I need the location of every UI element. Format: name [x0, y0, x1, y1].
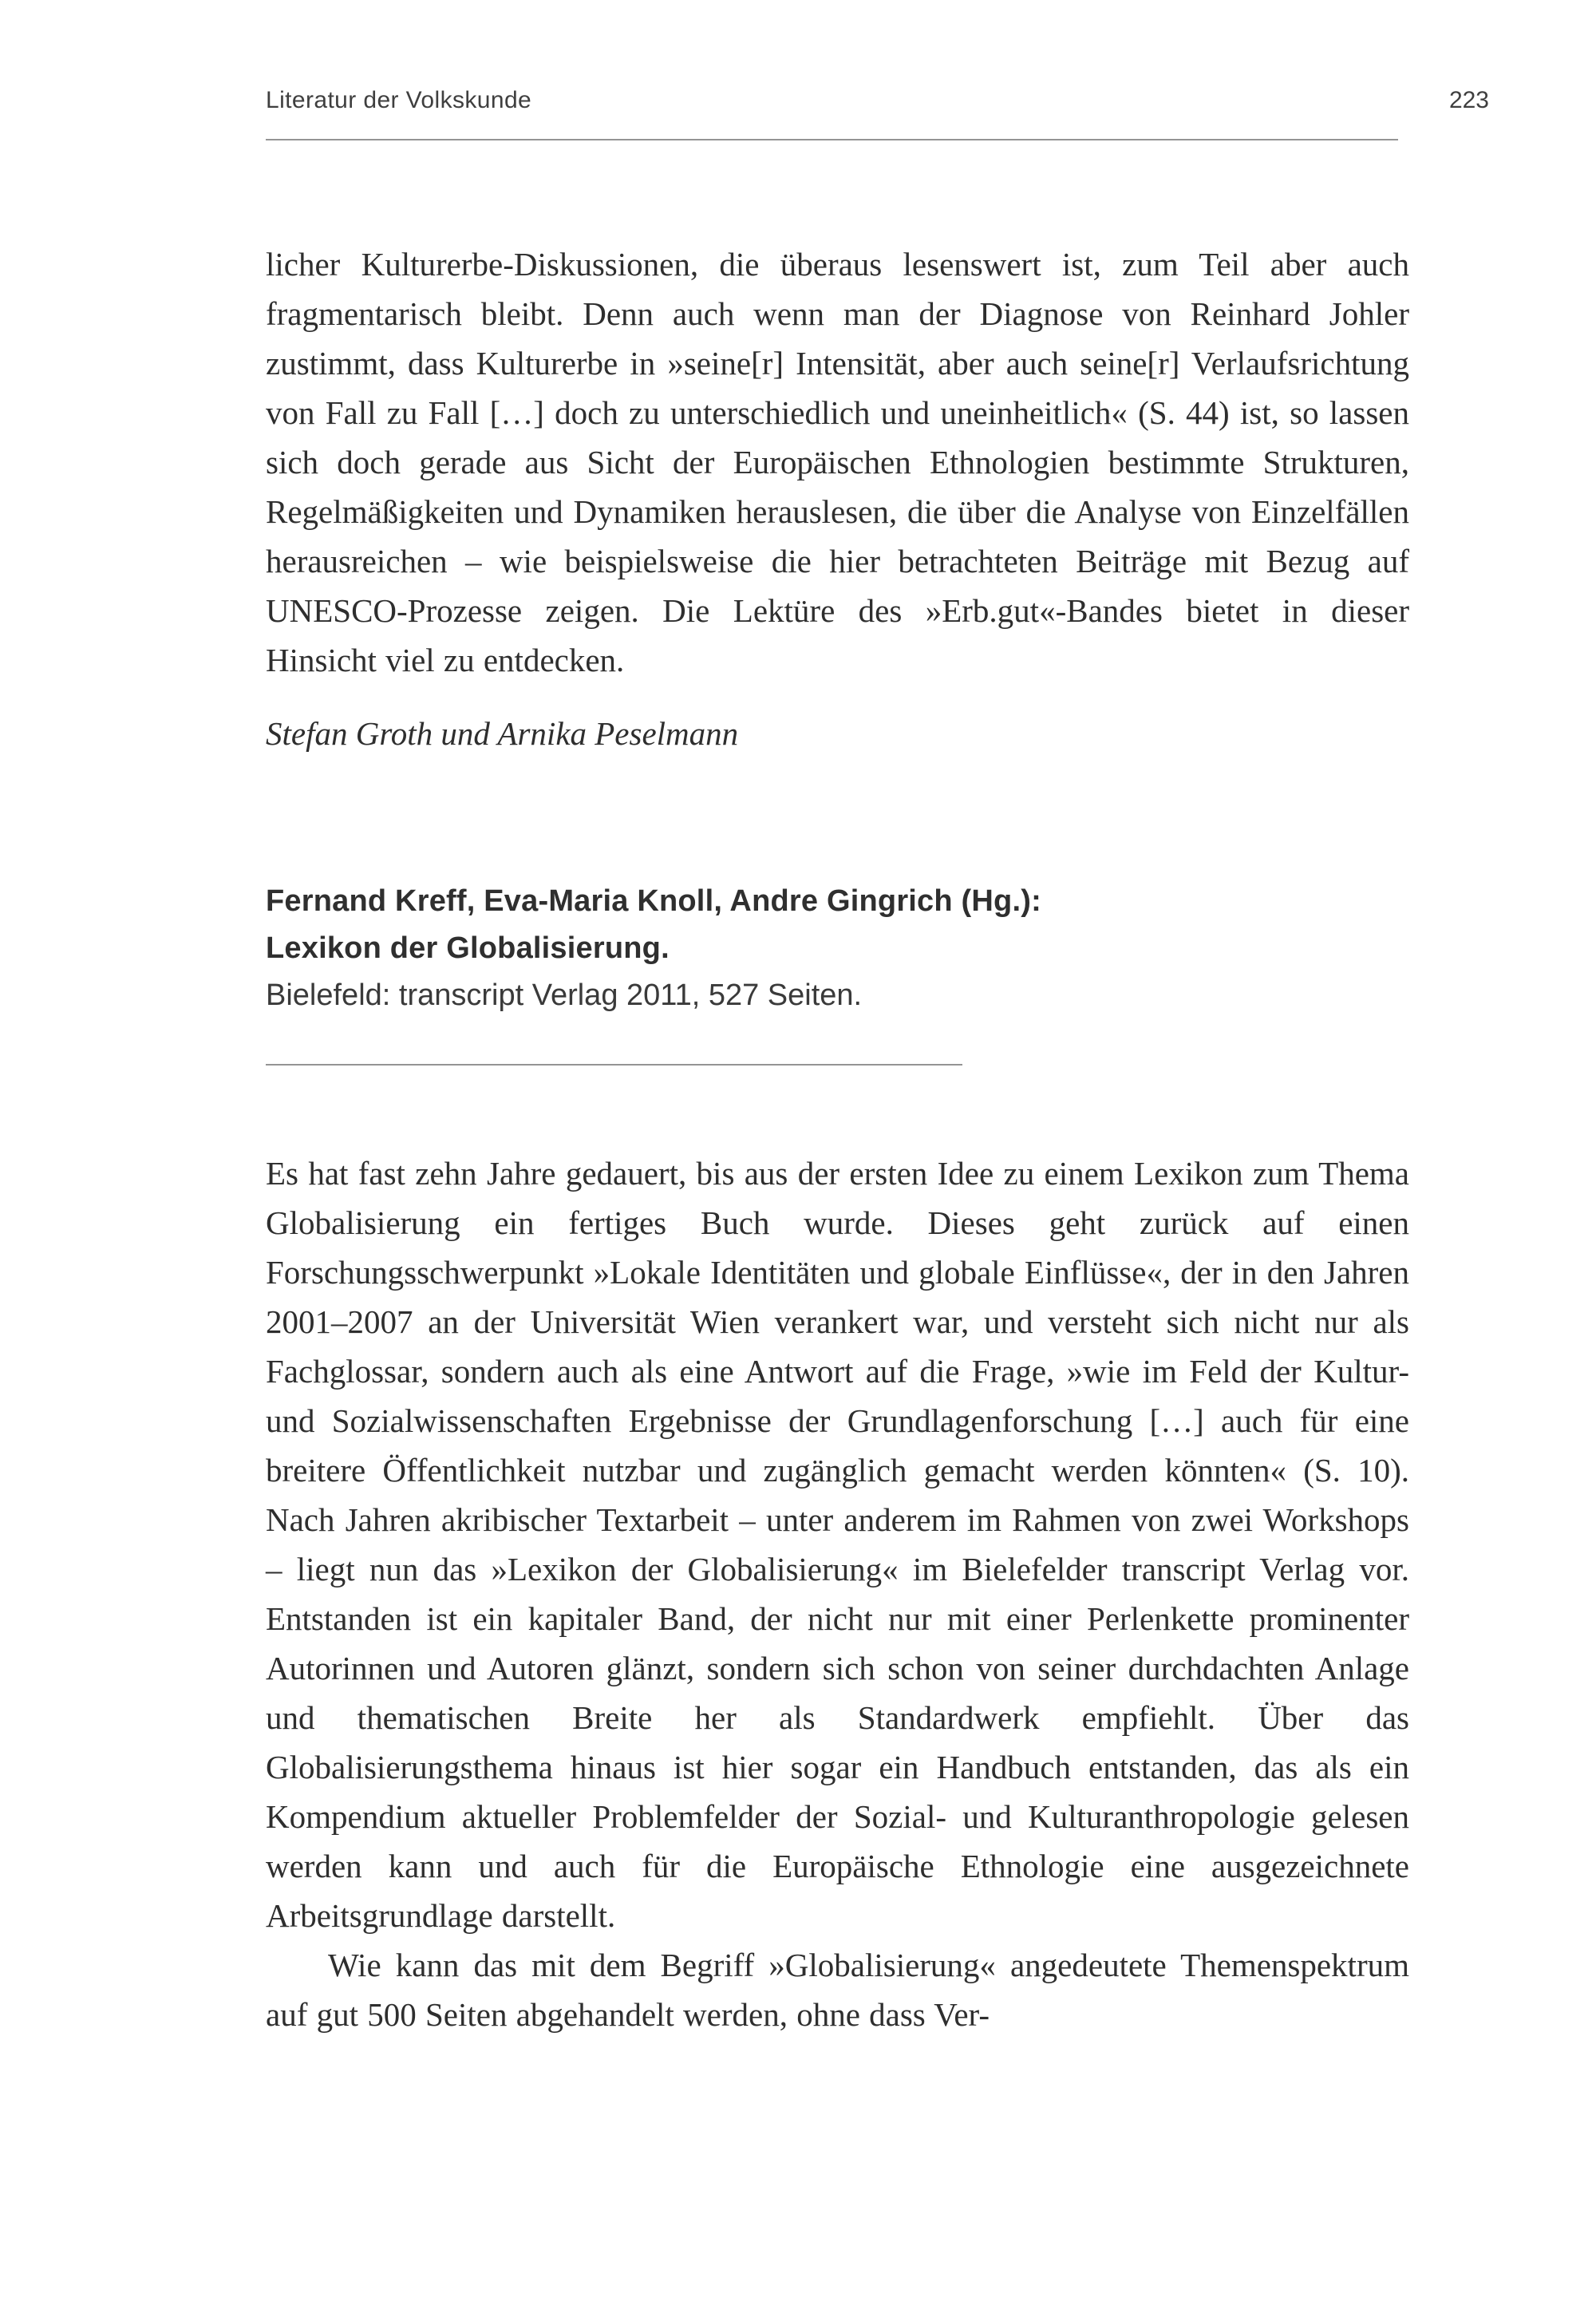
book-publisher-line: Bielefeld: transcript Verlag 2011, 527 Seiten. [266, 979, 863, 1012]
header-rule [266, 139, 1398, 140]
review-body-paragraph-1: Es hat fast zehn Jahre gedauert, bis aus der ersten Idee zu einem Lexikon zum Thema Globalisierung ein fertiges Buch wurde. Dieses geht zurück auf einen Forschungsschwerpunkt »Lokale Identitäten und globale Einflüsse«, der in den Jahren 2001–2007 an der Universität Wien verankert war, und versteht sich nicht nur als Fachglossar, sondern auch als eine Antwort auf die Frage, »wie im Feld der Kultur- und Sozialwissenschaften Ergebnisse der Grundlagenforschung […] auch für eine breitere Öffentlichkeit nutzbar und zugänglich gemacht werden könnten« (S. 10). Nach Jahren akribischer Textarbeit – unter anderem im Rahmen von zwei Workshops – liegt nun das »Lexikon der Globalisierung« im Bielefelder transcript Verlag vor. Entstanden ist ein kapitaler Band, der nicht nur mit einer Perlenkette prominenter Autorinnen und Autoren glänzt, sondern sich schon von seiner durchdachten Anlage und thematischen Breite her als Standardwerk empfiehlt. Über das Globalisierungsthema hinaus ist hier sogar ein Handbuch entstanden, das als ein Kompendium aktueller Problemfelder der Sozial- und Kulturanthropologie gelesen werden kann und auch für die Europäische Ethnologie eine ausgezeichnete Arbeitsgrundlage darstellt. [266, 1155, 1409, 1934]
book-entry-heading [266, 878, 1409, 1019]
page-number: 223 [1448, 87, 1489, 113]
book-authors-line: Fernand Kreff, Eva-Maria Knoll, Andre Gingrich (Hg.): [266, 884, 1041, 918]
review-closing-paragraph: licher Kulturerbe-Diskussionen, die überaus lesenswert ist, zum Teil aber auch fragmentarisch bleibt. Denn auch wenn man der Diagnose von Reinhard Johler zustimmt, dass Kulturerbe in »seine[r] Intensität, aber auch seine[r] Verlaufsrichtung von Fall zu Fall […] doch zu unterschiedlich und uneinheitlich« (S. 44) ist, so lassen sich doch gerade aus Sicht der Europäischen Ethnologien bestimmte Strukturen, Regelmäßigkeiten und Dynamiken herauslesen, die über die Analyse von Einzelfällen herausreichen – wie beispielsweise die hier betrachteten Beiträge mit Bezug auf UNESCO-Prozesse zeigen. Die Lektüre des »Erb.gut«-Bandes bietet in dieser Hinsicht viel zu entdecken. [266, 246, 1409, 678]
reviewer-signature: Stefan Groth und Arnika Peselmann [266, 715, 739, 752]
book-title-line: Lexikon der Globalisierung. [266, 931, 670, 965]
page-content [266, 239, 1409, 2039]
review-body-paragraph-2: Wie kann das mit dem Begriff »Globalisierung« angedeutete Themenspektrum auf gut 500 Seiten abgehandelt werden, ohne dass Ver- [266, 1947, 1409, 2033]
running-title: Literatur der Volkskunde [266, 87, 532, 113]
section-divider-rule [266, 1064, 962, 1066]
running-header [266, 86, 1489, 150]
